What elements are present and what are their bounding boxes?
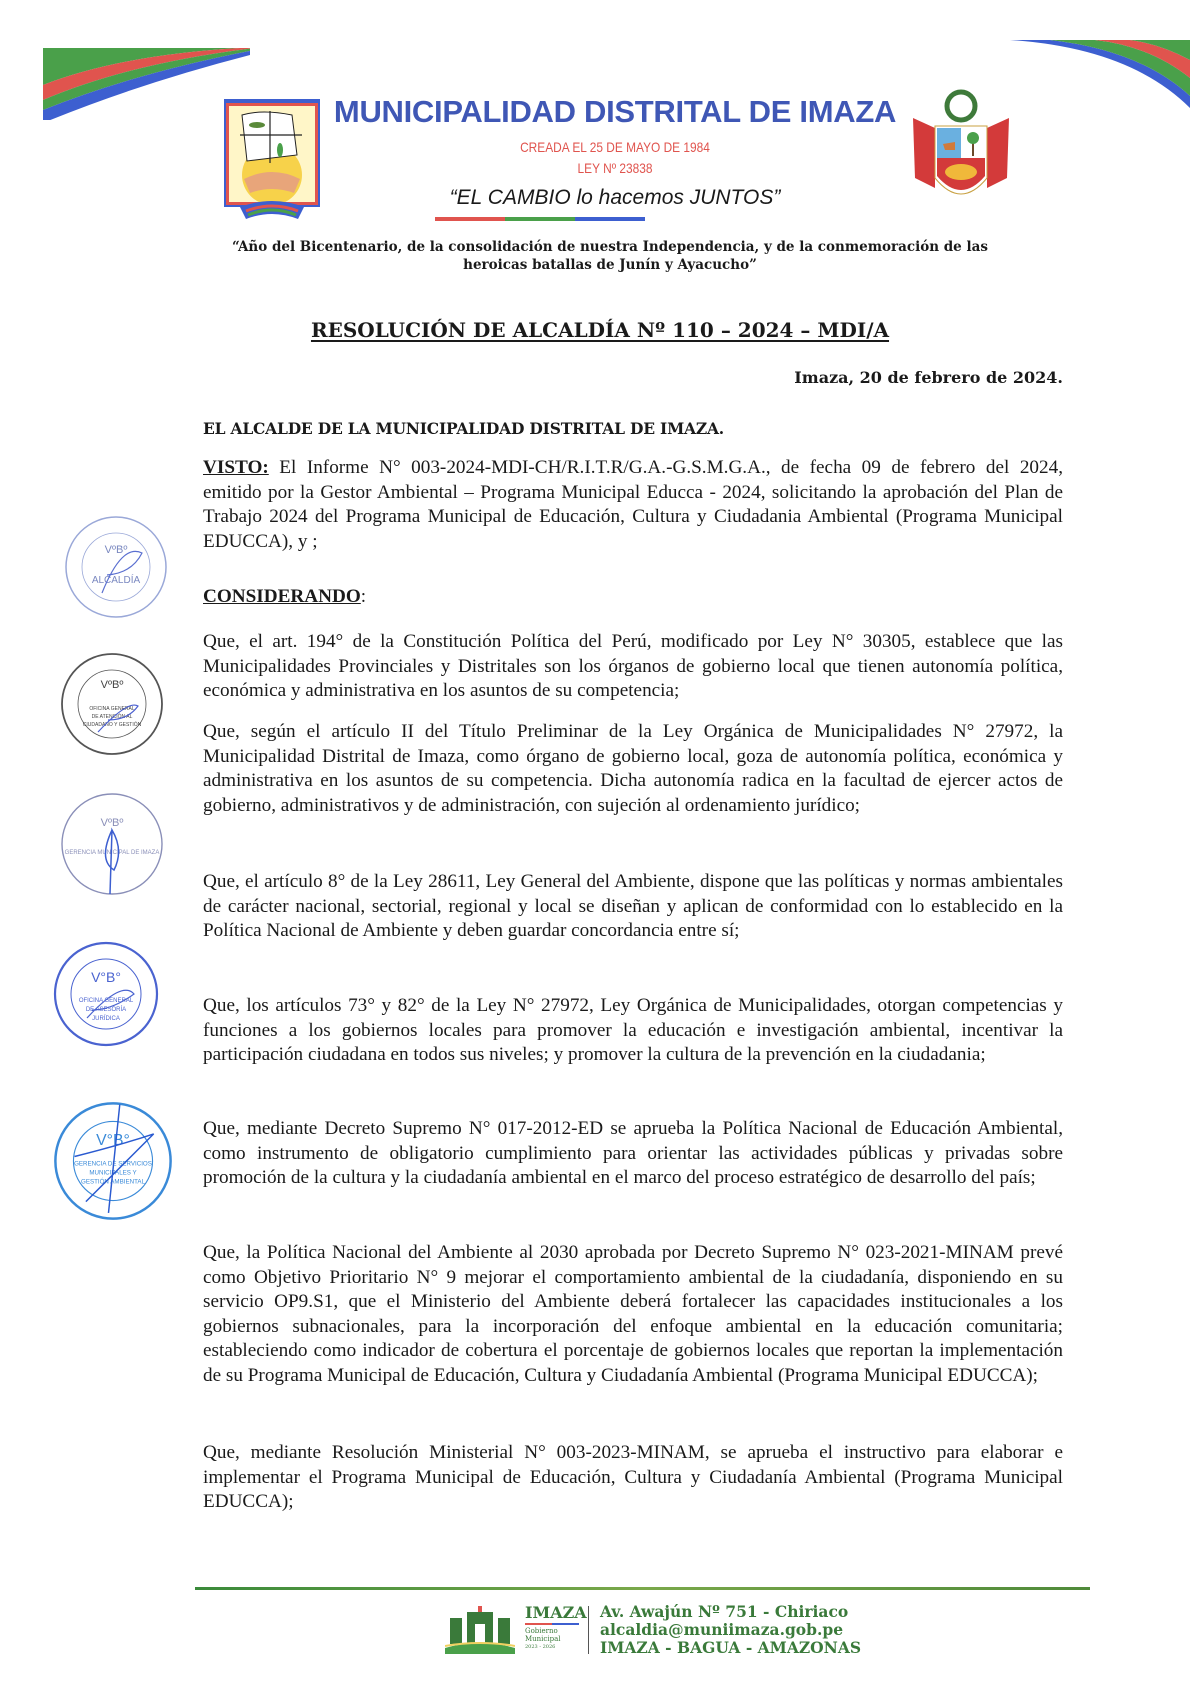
stamp-office: ALCALDÍA <box>91 575 141 586</box>
paragraph-text: Que, los artículos 73° y 82° de la Ley N° 27972, Ley Orgánica de Municipalidades, otorgan competencias y funciones a los gobiernos locales para promover la educación e investigación ambiental, incentivar la participación ciudadana en todos sus niveles; y promover la cultura de la prevención en la ciudadania; <box>203 995 1063 1065</box>
resolution-title: RESOLUCIÓN DE ALCALDÍA Nº 110 – 2024 – MDI/A <box>310 318 890 342</box>
considerando-colon: : <box>360 586 367 607</box>
year-motto-line-1: “Año del Bicentenario, de la consolidación de nuestra Independencia, y de la conmemoración de las <box>232 239 988 255</box>
considerando-paragraph-4 <box>203 994 1063 1068</box>
stamp-office: OFICINA GENERAL <box>78 998 134 1004</box>
svg-text:DE ATENCIÓN AL: DE ATENCIÓN AL <box>91 714 133 720</box>
considerando-label: CONSIDERANDO <box>203 586 361 607</box>
svg-text:MUNICIPALES Y: MUNICIPALES Y <box>89 1169 137 1177</box>
year-motto <box>190 238 1030 274</box>
footer-building-logo <box>445 1604 515 1654</box>
corner-swoosh-left <box>40 45 250 120</box>
svg-text:GESTIÓN AMBIENTAL: GESTIÓN AMBIENTAL <box>81 1178 145 1186</box>
approval-stamp-atencion-ciudadano <box>58 650 166 758</box>
approval-stamp-servicios-ambientales <box>52 1100 174 1222</box>
paragraph-text: Que, el art. 194° de la Constitución Política del Perú, modificado por Ley N° 30305, establece que las Municipalidades Provinciales y Distritales son los órganos de gobierno local que tienen autonomía política, económica y administrativa en los asuntos de su competencia; <box>203 631 1063 701</box>
stamp-vobo: V°B° <box>91 969 121 985</box>
paragraph-text: Que, mediante Decreto Supremo N° 017-2012-ED se aprueba la Política Nacional de Educación Ambiental, como instrumento de obligatorio cumplimiento para orientar las actividades públicas y privadas sobre promoción de la cultura y la ciudadanía ambiental en el marco del proceso estratégico de desarrollo del país; <box>203 1118 1063 1188</box>
slogan: “EL CAMBIO lo hacemos JUNTOS” <box>449 186 781 209</box>
footer-rule <box>195 1587 1090 1590</box>
considerando-paragraph-6 <box>203 1241 1063 1388</box>
considerando-paragraph-1 <box>203 630 1063 704</box>
considerando-paragraph-2 <box>203 720 1063 818</box>
footer-brand-sub2: Municipal <box>525 1635 561 1643</box>
considerando-paragraph-5 <box>203 1117 1063 1191</box>
corner-swoosh-right <box>1010 38 1190 118</box>
footer-brand-rule <box>525 1623 579 1625</box>
approval-stamp-gerencia-municipal <box>58 790 166 898</box>
considerando-paragraph-3 <box>203 870 1063 944</box>
creation-date: CREADA EL 25 DE MAYO DE 1984 <box>520 139 710 155</box>
visto-paragraph <box>203 456 1063 554</box>
approval-stamp-alcaldia <box>62 513 170 621</box>
signature <box>105 830 118 894</box>
municipal-shield-logo <box>222 95 322 223</box>
year-motto-line-2: heroicas batallas de Junín y Ayacucho” <box>463 257 757 273</box>
visto-section <box>203 456 1063 554</box>
paragraph-text: Que, el artículo 8° de la Ley 28611, Ley General del Ambiente, dispone que las políticas y normas ambientales de carácter nacional, sectorial, regional y local se diseñan y aplican de conformidad con lo establecido en la Política Nacional de Ambiente y deben guardar concordancia entre sí; <box>203 871 1063 941</box>
paragraph-text: Que, según el artículo II del Título Preliminar de la Ley Orgánica de Municipalidades N° 27972, la Municipalidad Distrital de Imaza, como órgano de gobierno local, goza de autonomía política, económica y administrativa en los asuntos de su competencia. Dicha autonomía radica en la facultad de ejercer actos de gobierno, administrativos y de administración, con sujeción al ordenamiento jurídico; <box>203 721 1063 816</box>
footer-location: IMAZA - BAGUA - AMAZONAS <box>600 1638 862 1657</box>
stamp-vobo: VºBº <box>100 679 124 691</box>
stamp-office: OFICINA GENERAL <box>89 706 135 712</box>
considerando-paragraph-7 <box>203 1441 1063 1515</box>
tricolor-rule <box>435 217 645 221</box>
stamp-vobo: VºBº <box>104 544 128 556</box>
paragraph-text: Que, la Política Nacional del Ambiente al 2030 aprobada por Decreto Supremo N° 023-2021-MINAM prevé como Objetivo Prioritario N° 9 mejorar el comportamiento ambiental de la ciudadanía, disponiendo en su servicio OP9.S1, que el Ministerio del Ambiente deberá fortalecer las capacidades institucionales a los gobiernos subnacionales, para la incorporación del enfoque ambiental en la educación comunitaria; estableciendo como indicador de cobertura el porcentaje de gobiernos locales que reportan la implementación de su Programa Municipal de Educación, Cultura y Ciudadanía Ambiental (Programa Municipal EDUCCA); <box>203 1242 1063 1386</box>
signature <box>87 990 134 1018</box>
stamp-vobo: V°B° <box>96 1132 130 1150</box>
stamp-office: GERENCIA MUNICIPAL DE IMAZA <box>64 850 160 856</box>
footer-address: Av. Awajún Nº 751 - Chiriaco <box>600 1602 849 1621</box>
municipality-name: MUNICIPALIDAD DISTRITAL DE IMAZA <box>333 94 897 129</box>
signature <box>102 551 142 593</box>
footer-brand-name: IMAZA <box>525 1603 587 1622</box>
issuer-heading: EL ALCALDE DE LA MUNICIPALIDAD DISTRITAL DE IMAZA. <box>203 419 724 438</box>
visto-label: VISTO: <box>203 457 269 478</box>
signature <box>75 1105 154 1213</box>
approval-stamp-asesoria-juridica <box>52 940 160 1048</box>
footer-brand <box>525 1603 585 1651</box>
place-date: Imaza, 20 de febrero de 2024. <box>794 368 1063 387</box>
footer-contact <box>600 1603 861 1657</box>
paragraph-text: Que, mediante Resolución Ministerial N° 003-2023-MINAM, se aprueba el instructivo para elaborar e implementar el Programa Municipal de Educación, Cultura y Ciudadanía Ambiental (Programa Municipal EDUCCA); <box>203 1442 1063 1512</box>
svg-text:DE ASESORÍA: DE ASESORÍA <box>85 1007 127 1013</box>
footer-brand-sub1: Gobierno <box>525 1627 558 1635</box>
footer-separator <box>588 1606 589 1654</box>
footer-email[interactable]: alcaldia@muniimaza.gob.pe <box>600 1620 844 1639</box>
visto-text: El Informe N° 003-2024-MDI-CH/R.I.T.R/G.A.-G.S.M.G.A., de fecha 09 de febrero del 2024, emitido por la Gestor Ambiental – Programa Municipal Educca - 2024, solicitando la aprobación del Plan de Trabajo 2024 del Programa Municipal de Educación, Cultura y Ciudadania Ambiental (Programa Municipal EDUCCA), y ; <box>203 457 1063 552</box>
svg-text:JURÍDICA: JURÍDICA <box>92 1016 120 1022</box>
considerando-heading <box>203 585 1063 610</box>
svg-text:CIUDADANO Y GESTIÓN: CIUDADANO Y GESTIÓN <box>82 722 142 728</box>
stamp-office: GERENCIA DE SERVICIOS <box>74 1160 152 1168</box>
peru-coat-of-arms <box>905 88 1017 210</box>
footer-brand-years: 2023 - 2026 <box>525 1644 556 1650</box>
stamp-vobo: VºBº <box>100 817 124 829</box>
creation-law: LEY Nº 23838 <box>577 160 653 176</box>
